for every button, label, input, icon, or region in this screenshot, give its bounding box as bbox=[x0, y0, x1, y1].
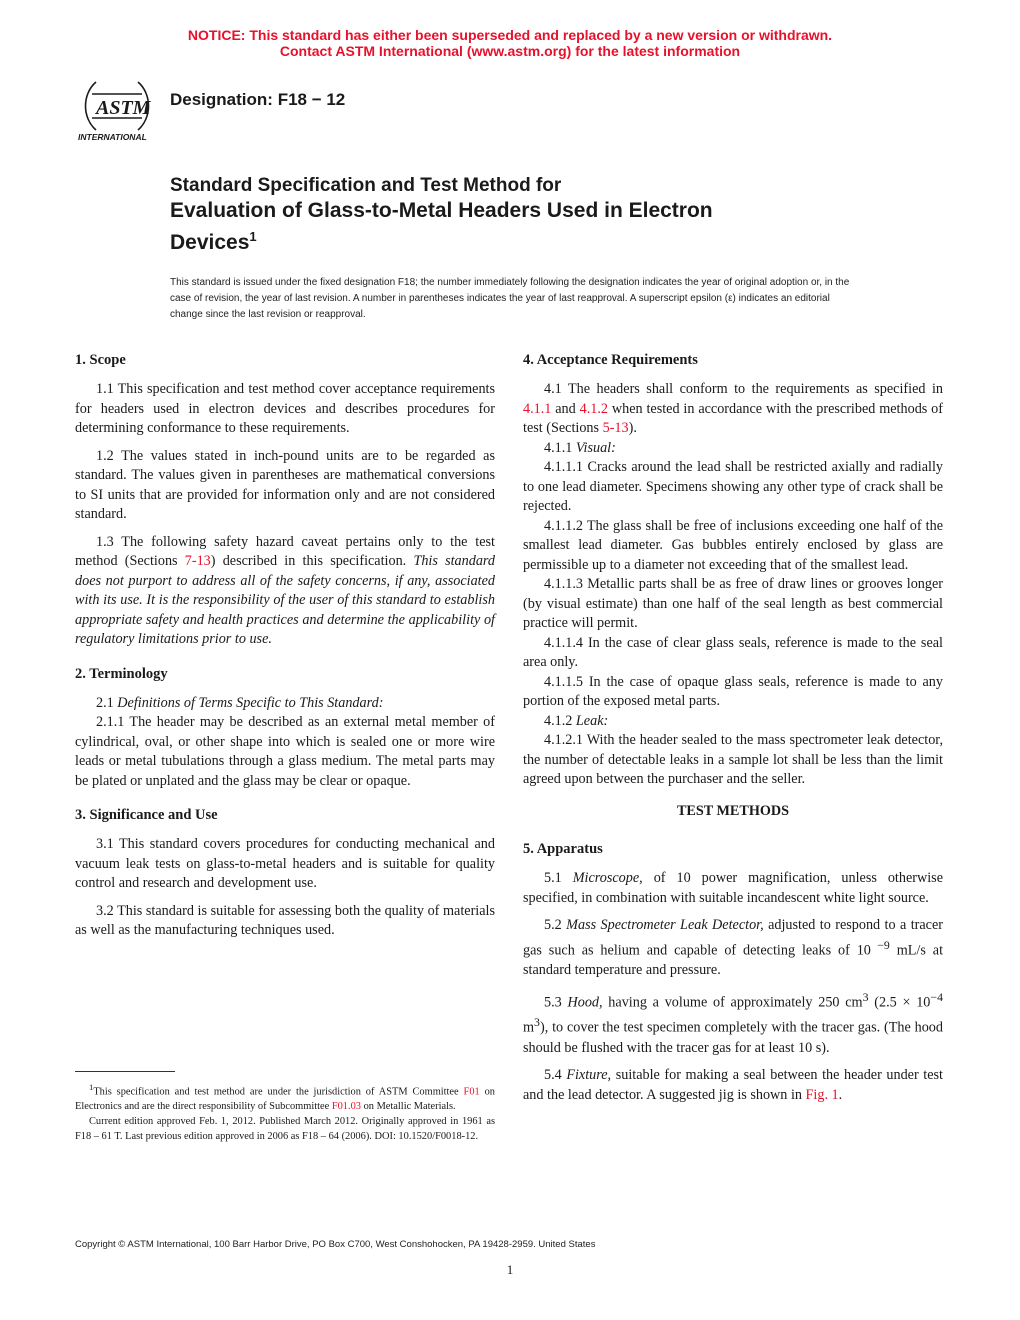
logo-subtext: INTERNATIONAL bbox=[78, 132, 147, 142]
para-3-2: 3.2 This standard is suitable for assessing both the quality of materials as well as the manufacturing techniques used. bbox=[75, 902, 495, 938]
subcommittee-f01-03-link[interactable]: F01.03 bbox=[331, 1101, 361, 1113]
title-line-2: Evaluation of Glass-to-Metal Headers Used in Electron bbox=[170, 199, 713, 222]
para-2-1-1: 2.1.1 The header may be described as an external metal member of cylindrical, oval, or other shape into which is sealed one or more wire leads or metal tubulations through a glass medium. The metal parts may be plated or unplated and the glass may be clear or opaque. bbox=[75, 714, 495, 789]
supersede-notice bbox=[0, 27, 1020, 59]
para-4-1-1-2: 4.1.1.2 The glass shall be free of inclusions exceeding one half of the smallest lead diameter. Gas bubbles entirely enclosed by glass are permissible up to a diameter not exceeding that of the smallest lead. bbox=[523, 517, 943, 573]
sections-link[interactable]: 7-13 bbox=[184, 553, 211, 569]
para-4-1-2-1: 4.1.2.1 With the header sealed to the mass spectrometer leak detector, the number of detectable leaks in a sample lot shall be less than the limit agreed upon between the purchaser and the seller. bbox=[523, 732, 943, 787]
designation bbox=[170, 90, 345, 110]
para-4-1-1-4: 4.1.1.4 In the case of clear glass seals, reference is made to the seal area only. bbox=[523, 634, 943, 670]
ref-4-1-1[interactable]: 4.1.1 bbox=[523, 400, 552, 417]
notice-line-1: NOTICE: This standard has either been superseded and replaced by a new version or withdrawn. bbox=[187, 27, 833, 43]
copyright: Copyright © ASTM International, 100 Barr Harbor Drive, PO Box C700, West Conshohocken, PA 19428-2959. United States bbox=[75, 1239, 596, 1250]
designation-label: Designation: bbox=[170, 90, 273, 109]
left-column bbox=[75, 350, 495, 949]
footnote-edition: Current edition approved Feb. 1, 2012. Published March 2012. Originally approved in 1961 as F18 – 61 T. Last previous edition approved in 2006 as F18 – 64 (2006). DOI: 10.1520/F0018-12. bbox=[75, 1116, 495, 1143]
footnote bbox=[75, 1080, 495, 1144]
footnote-divider bbox=[75, 1071, 175, 1072]
fig-1-link[interactable]: Fig. 1 bbox=[805, 1086, 839, 1103]
document-title bbox=[170, 174, 870, 256]
para-1-3: 1.3 The following safety hazard caveat pertains only to the test method (Sections 7-13) described in this specification. This standard does not purport to address all of the safety concerns, if any, associated with its use. It is the responsibility of the user of this standard to establish appropriate safety and health practices and determine the applicability of regulatory limitations prior to use. bbox=[75, 533, 496, 647]
para-4-1: 4.1 The headers shall conform to the requirements as specified in 4.1.1 and 4.1.2 when tested in accordance with the prescribed methods of test (Sections 5-13). bbox=[523, 381, 943, 436]
scope-heading: 1. Scope bbox=[75, 352, 126, 368]
para-4-1-1-5: 4.1.1.5 In the case of opaque glass seals, reference is made to any portion of the exposed metal parts. bbox=[523, 673, 943, 709]
notice-line-2: Contact ASTM International (www.astm.org) for the latest information bbox=[279, 43, 741, 59]
terminology-heading: 2. Terminology bbox=[75, 665, 168, 682]
para-4-1-1-1: 4.1.1.1 Cracks around the lead shall be restricted axially and radially to one lead diameter. Specimens showing any other type of crack shall be rejected. bbox=[523, 459, 943, 514]
astm-logo bbox=[72, 74, 162, 144]
significance-heading: 3. Significance and Use bbox=[75, 807, 218, 823]
apparatus-heading: 5. Apparatus bbox=[523, 841, 603, 857]
title-footnote-mark: 1 bbox=[249, 229, 257, 244]
para-5-4: 5.4 Fixture, suitable for making a seal between the header under test and the lead detector. A suggested jig is shown in Fig. 1. bbox=[523, 1067, 943, 1103]
para-3-1: 3.1 This standard covers procedures for conducting mechanical and vacuum leak tests on glass-to-metal headers and is suitable for quality control and research and development use. bbox=[75, 836, 495, 891]
para-4-1-1: 4.1.1 Visual: bbox=[544, 439, 616, 456]
para-5-1: 5.1 Microscope, of 10 power magnification, unless otherwise specified, in combination with suitable incandescent white light source. bbox=[523, 870, 943, 906]
acceptance-heading: 4. Acceptance Requirements bbox=[523, 352, 698, 368]
issued-note: This standard is issued under the fixed designation F18; the number immediately following the designation indicates the year of original adoption or, in the case of revision, the year of last revision. A number in parentheses indicates the year of last reapproval. A superscript epsilon (ε) indicates an editorial change since the last revision or reapproval. bbox=[170, 277, 850, 320]
title-line-1: Standard Specification and Test Method for bbox=[170, 175, 562, 196]
designation-value: F18 − 12 bbox=[277, 90, 346, 109]
para-1-1: 1.1 This specification and test method cover acceptance requirements for headers used in electron devices and describes procedures for determining conformance to these requirements. bbox=[75, 381, 495, 436]
logo-letters: ASTM bbox=[96, 97, 151, 119]
ref-4-1-2[interactable]: 4.1.2 bbox=[579, 400, 608, 417]
para-5-2: 5.2 Mass Spectrometer Leak Detector, adjusted to respond to a tracer gas such as helium and capable of detecting leaks of 10 $^{-9}$ mL/s at standard temperature and pressure. bbox=[523, 917, 944, 978]
committee-f01-link[interactable]: F01 bbox=[463, 1086, 480, 1098]
para-4-1-2: 4.1.2 Leak: bbox=[544, 712, 609, 729]
footnote-1: $^1$This specification and test method are under the jurisdiction of ASTM Committee F01 on Electronics and are the direct responsibility of Subcommittee F01.03 on Metallic Materials. bbox=[75, 1082, 495, 1113]
para-1-2: 1.2 The values stated in inch-pound units are to be regarded as standard. The values given in parentheses are mathematical conversions to SI units that are provided for information only and are not considered standard. bbox=[75, 447, 495, 522]
para-2-1: 2.1 Definitions of Terms Specific to This Standard: bbox=[96, 694, 384, 711]
page-number: 1 bbox=[506, 1262, 514, 1277]
para-5-3: 5.3 Hood, having a volume of approximately 250 $cm^3$ ($2.5 \times 10^{-4}$ $m^3$), to cover the test specimen completely with the tracer gas. (The hood should be flushed with the tracer gas for at least 10 s). bbox=[523, 990, 943, 1056]
ref-sections-5-13[interactable]: 5-13 bbox=[602, 420, 629, 436]
test-methods-heading: TEST METHODS bbox=[676, 802, 790, 819]
right-column bbox=[523, 350, 943, 1113]
title-line-3: Devices bbox=[170, 231, 250, 254]
para-4-1-1-3: 4.1.1.3 Metallic parts shall be as free of draw lines or grooves longer (by visual estimate) than one half of the seal length as best commercial practice will permit. bbox=[523, 576, 943, 631]
